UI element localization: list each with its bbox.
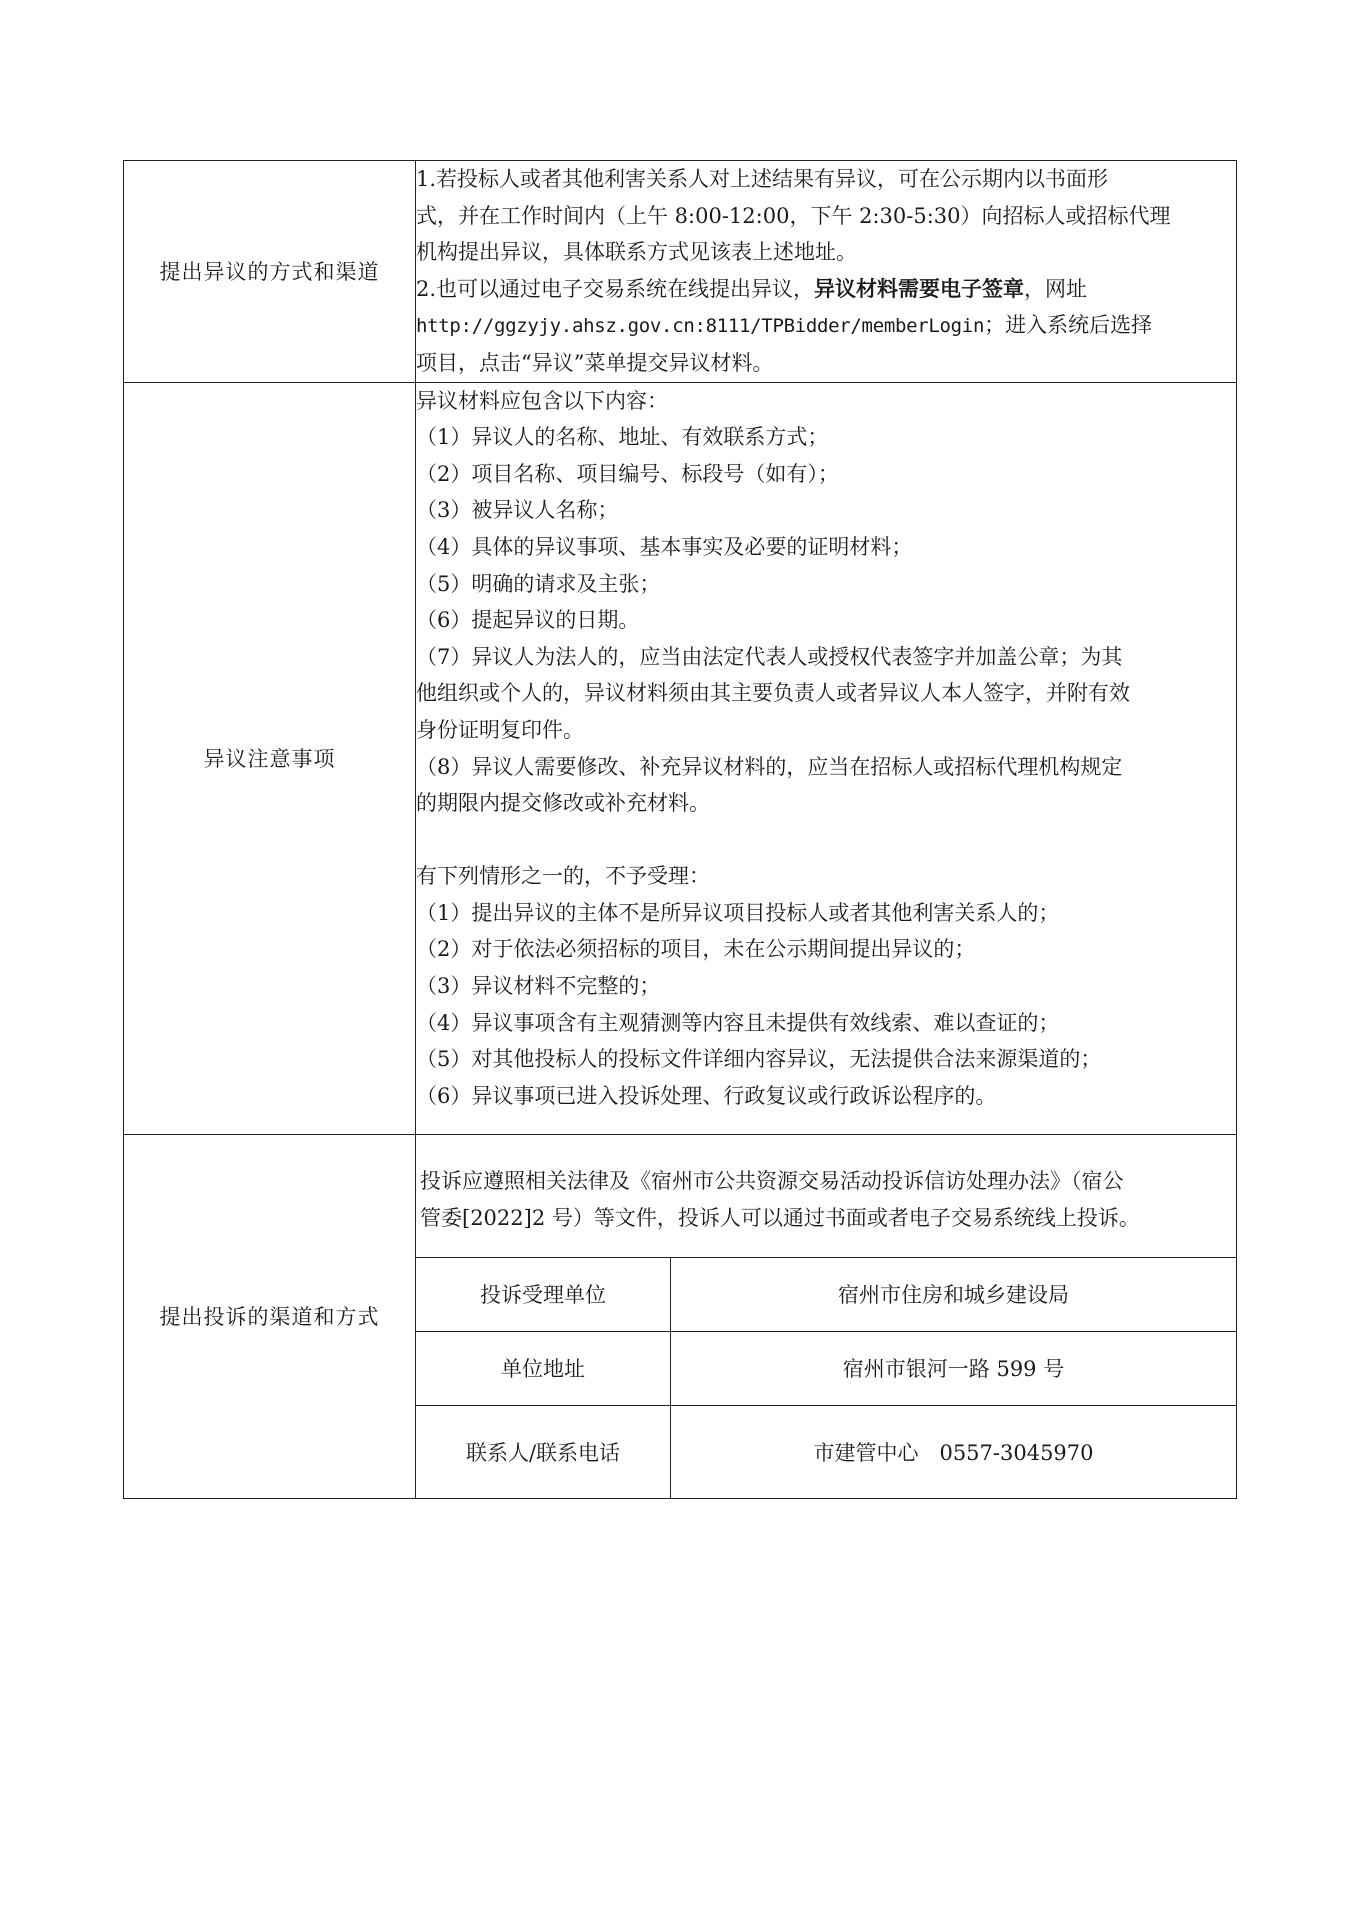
- list-item: （4）异议事项含有主观猜测等内容且未提供有效线索、难以查证的；: [416, 1010, 1060, 1035]
- row-label-objection-notes: 异议注意事项: [124, 382, 416, 1134]
- list-item: （2）项目名称、项目编号、标段号（如有）；: [416, 461, 839, 486]
- list-item: 他组织或个人的，异议材料须由其主要负责人或者异议人本人签字，并附有效: [416, 681, 1130, 706]
- contact-key: 单位地址: [416, 1331, 671, 1405]
- text-line: [416, 307, 1236, 345]
- text-fragment: ，网址: [1024, 276, 1088, 301]
- table-row: [416, 1331, 1236, 1405]
- text-line: 项目，点击“异议”菜单提交异议材料。: [416, 350, 774, 375]
- contact-value: 宿州市住房和城乡建设局: [671, 1257, 1237, 1331]
- contact-value: 市建管中心 0557-3045970: [671, 1405, 1237, 1498]
- list-item: 身份证明复印件。: [416, 717, 584, 742]
- contact-value: 宿州市银河一路 599 号: [671, 1331, 1237, 1405]
- list-item: （3）被异议人名称；: [416, 498, 619, 523]
- text-fragment: ；进入系统后选择: [984, 313, 1153, 338]
- contact-key: 联系人/联系电话: [416, 1405, 671, 1498]
- row-label-objection-channel: 提出异议的方式和渠道: [124, 161, 416, 383]
- text-line: [416, 271, 1236, 308]
- bold-notice: 异议材料需要电子签章: [814, 275, 1025, 301]
- list-item: （1）异议人的名称、地址、有效联系方式；: [416, 425, 829, 450]
- list-item: （5）明确的请求及主张；: [416, 571, 661, 596]
- table-row-objection-notes: [124, 382, 1237, 1134]
- blank-line: [416, 822, 1236, 859]
- list-item: （8）异议人需要修改、补充异议材料的，应当在招标人或招标代理机构规定: [416, 754, 1123, 779]
- text-line: 投诉应遵照相关法律及《宿州市公共资源交易活动投诉信访处理办法》（宿公: [420, 1168, 1124, 1193]
- text-line: 机构提出异议，具体联系方式见该表上述地址。: [416, 240, 857, 265]
- text-fragment: 2.也可以通过电子交易系统在线提出异议，: [416, 276, 815, 301]
- contact-key: 投诉受理单位: [416, 1257, 671, 1331]
- list-item: （1）提出异议的主体不是所异议项目投标人或者其他利害关系人的；: [416, 900, 1060, 925]
- row-content-complaint: [416, 1134, 1237, 1498]
- list-item: （7）异议人为法人的，应当由法定代表人或授权代表签字并加盖公章；为其: [416, 644, 1123, 669]
- row-label-complaint: 提出投诉的渠道和方式: [124, 1134, 416, 1498]
- list-item: （5）对其他投标人的投标文件详细内容异议，无法提供合法来源渠道的；: [416, 1047, 1102, 1072]
- info-table: [123, 160, 1237, 1499]
- text-line: 1.若投标人或者其他利害关系人对上述结果有异议，可在公示期内以书面形: [416, 167, 1109, 191]
- text-line: 式，并在工作时间内（上午 8:00-12:00，下午 2:30-5:30）向招标人或招标代理: [416, 203, 1171, 228]
- list-item: （3）异议材料不完整的；: [416, 974, 661, 999]
- list-item: （4）具体的异议事项、基本事实及必要的证明材料；: [416, 534, 913, 559]
- section-heading: 异议材料应包含以下内容：: [416, 388, 668, 413]
- list-item: （2）对于依法必须招标的项目，未在公示期间提出异议的；: [416, 937, 976, 962]
- list-item: （6）异议事项已进入投诉处理、行政复议或行政诉讼程序的。: [416, 1083, 997, 1108]
- section-heading: 有下列情形之一的，不予受理：: [416, 864, 710, 889]
- row-content-objection-notes: [416, 382, 1237, 1134]
- table-row: [416, 1405, 1236, 1498]
- url-link[interactable]: http://ggzyjy.ahsz.gov.cn:8111/TPBidder/memberLogin: [416, 315, 985, 338]
- complaint-contact-table: [416, 1257, 1236, 1498]
- list-item: 的期限内提交修改或补充材料。: [416, 791, 710, 816]
- row-content-objection-channel: [416, 161, 1237, 383]
- table-row: [416, 1257, 1236, 1331]
- text-line: 管委[2022]2 号）等文件，投诉人可以通过书面或者电子交易系统线上投诉。: [420, 1205, 1140, 1230]
- complaint-intro: [416, 1135, 1236, 1257]
- list-item: （6）提起异议的日期。: [416, 608, 640, 633]
- table-row-objection-channel: [124, 161, 1237, 383]
- table-row-complaint: [124, 1134, 1237, 1498]
